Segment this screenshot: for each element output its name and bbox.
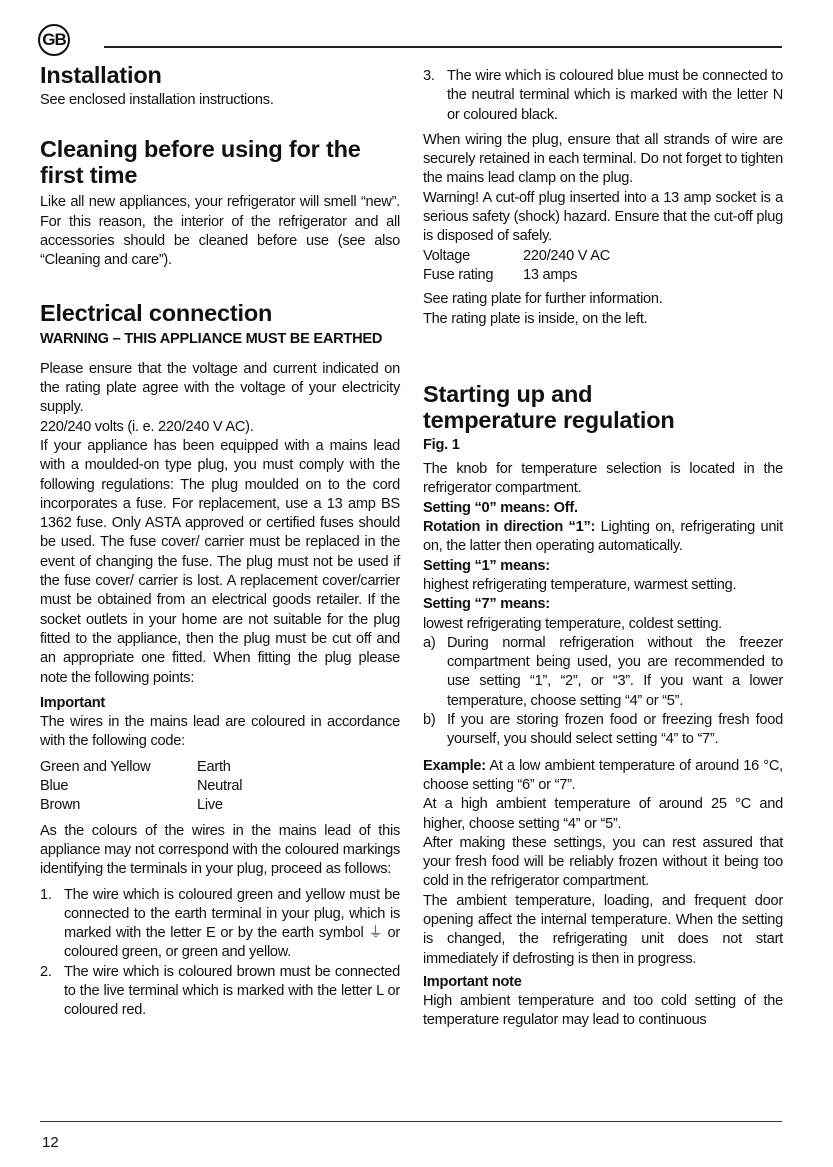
rating-value: 13 amps [523, 266, 578, 283]
list-item [423, 67, 783, 125]
wire-code-intro: The wires in the mains lead are coloured in accordance with the following code: [40, 714, 400, 750]
wire-function: Neutral [197, 778, 243, 795]
table-row [423, 247, 610, 266]
list-number: 2. [40, 963, 52, 980]
right-column [423, 67, 783, 1031]
cleaning-text: Like all new appliances, your refrigerator will smell “new”. For this reason, the interior of the refrigerator and all accessories should be cleaned before use (see also “Cleaning and care”). [40, 194, 400, 269]
important-note-label: Important note [423, 973, 522, 990]
language-badge: GB [38, 24, 70, 56]
list-item [423, 634, 783, 711]
wire-colours-paragraph: As the colours of the wires in the mains lead of this appliance may not correspond with the coloured markings identifying the terminals in your plug, proceed as follows: [40, 822, 400, 878]
high-ambient-paragraph: At a high ambient temperature of around 25 °C and higher, choose setting “4” or “5”. [423, 796, 783, 832]
wire-function: Live [197, 797, 223, 814]
wiring-paragraph: When wiring the plug, ensure that all strands of wire are securely retained in each terminal. Do not forget to tighten the mains lead clamp on the plug. [423, 131, 783, 187]
list-text: The wire which is coloured blue must be connected to the neutral terminal which is marked with the letter N or coloured black. [447, 68, 783, 123]
electrical-heading: Electrical connection [40, 300, 273, 327]
ratings-table [423, 247, 610, 286]
list-item [40, 963, 400, 1021]
list-letter: b) [423, 712, 436, 729]
list-text: During normal refrigeration without the freezer compartment being used, you are recommended to use setting “1”, “2”, or “3”. If you want a lower temperature, choose setting “4” or “5”. [447, 634, 783, 709]
wire-colour: Blue [40, 778, 69, 795]
important-note-text: High ambient temperature and too cold setting of the temperature regulator may lead to continuous [423, 993, 783, 1029]
header-rule [104, 46, 782, 48]
setting-1-text: highest refrigerating temperature, warmest setting. [423, 576, 737, 593]
rating-plate-info: See rating plate for further information. [423, 291, 663, 308]
rating-value: 220/240 V AC [523, 247, 611, 264]
setting-1-label: Setting “1” means: [423, 557, 550, 574]
list-text: The wire which is coloured green and yellow must be connected to the earth terminal in your plug, which is marked with the letter E or by the earth symbol ⏚ or coloured green, or green and yellow. [64, 886, 400, 961]
list-text: If you are storing frozen food or freezing fresh food yourself, you should select setting “4” to “7”. [447, 712, 783, 748]
example-label: Example: [423, 757, 486, 774]
wire-colour: Brown [40, 797, 81, 814]
setting-7-label: Setting “7” means: [423, 596, 550, 613]
wire-code-table [40, 758, 242, 816]
table-row [40, 758, 242, 777]
list-number: 3. [423, 68, 435, 84]
wire-function: Earth [197, 758, 231, 775]
installation-heading: Installation [40, 62, 162, 88]
rotation-text: Lighting on, refrigerating unit on, the latter then operating automatically. [423, 519, 783, 555]
knob-paragraph: The knob for temperature selection is located in the refrigerator compartment. [423, 461, 783, 497]
rotation-paragraph [423, 518, 783, 557]
left-column [40, 62, 400, 1021]
page-number: 12 [42, 1134, 59, 1151]
ambient-paragraph: The ambient temperature, loading, and frequent door opening affect the internal temperature. When the setting is changed, the refrigerating unit does not start immediately if defrosting is then in progress. [423, 892, 783, 967]
list-text: The wire which is coloured brown must be connected to the live terminal which is marked with the letter L or coloured red. [64, 963, 400, 1019]
figure-label: Fig. 1 [423, 436, 460, 453]
cutoff-warning: Warning! A cut-off plug inserted into a 13 amp socket is a serious safety (shock) hazard. Ensure that the cut-off plug is disposed of safely. [423, 189, 783, 245]
list-number: 1. [40, 886, 52, 903]
setting-0: Setting “0” means: Off. [423, 499, 578, 516]
settings-paragraph: After making these settings, you can rest assured that your fresh food will be reliably frozen without it being too cold in the refrigerator compartment. [423, 834, 783, 890]
list-item [40, 886, 400, 963]
footer-rule [40, 1121, 782, 1122]
list-letter: a) [423, 634, 436, 651]
example-paragraph [423, 757, 783, 796]
rating-plate-location: The rating plate is inside, on the left. [423, 310, 648, 327]
table-row [40, 777, 242, 796]
important-label: Important [40, 694, 106, 711]
rotation-label: Rotation in direction “1”: [423, 519, 596, 536]
installation-text: See enclosed installation instructions. [40, 92, 274, 108]
cleaning-heading: Cleaning before using for the first time [40, 136, 361, 189]
rating-label: Voltage [423, 247, 470, 264]
example-text: At a low ambient temperature of around 16 °C, choose setting “6” or “7”. [423, 757, 783, 793]
table-row [423, 266, 610, 285]
plug-paragraph: If your appliance has been equipped with a mains lead with a moulded-on type plug, you must comply with the following regulations: The plug moulded on to the cord incorporates a fuse. For replacement, use a 13 amp BS 1362 fuse. Only ASTA approved or certified fuses should be used. The fuse cover/ carrier must be replaced in the event of changing the fuse. The plug must not be used if the fuse cover/ carrier is lost. A replacement cover/carrier must be obtained from an electrical goods retailer. If the socket outlets in your home are not suitable for the plug fitted to the appliance, then the plug must be cut off and an appropriate one fitted. When fitting the plug please note the following points: [40, 437, 400, 686]
earthing-warning: WARNING – THIS APPLIANCE MUST BE EARTHED [40, 331, 383, 348]
setting-7-text: lowest refrigerating temperature, coldest setting. [423, 615, 722, 632]
wire-colour: Green and Yellow [40, 758, 151, 775]
table-row [40, 796, 242, 815]
list-item [423, 711, 783, 750]
voltage-value: 220/240 volts (i. e. 220/240 V AC). [40, 418, 254, 435]
rating-label: Fuse rating [423, 266, 494, 283]
voltage-paragraph: Please ensure that the voltage and current indicated on the rating plate agree with the voltage of your electricity supply. [40, 360, 400, 416]
starting-heading: Starting up and temperature regulation [423, 380, 675, 433]
